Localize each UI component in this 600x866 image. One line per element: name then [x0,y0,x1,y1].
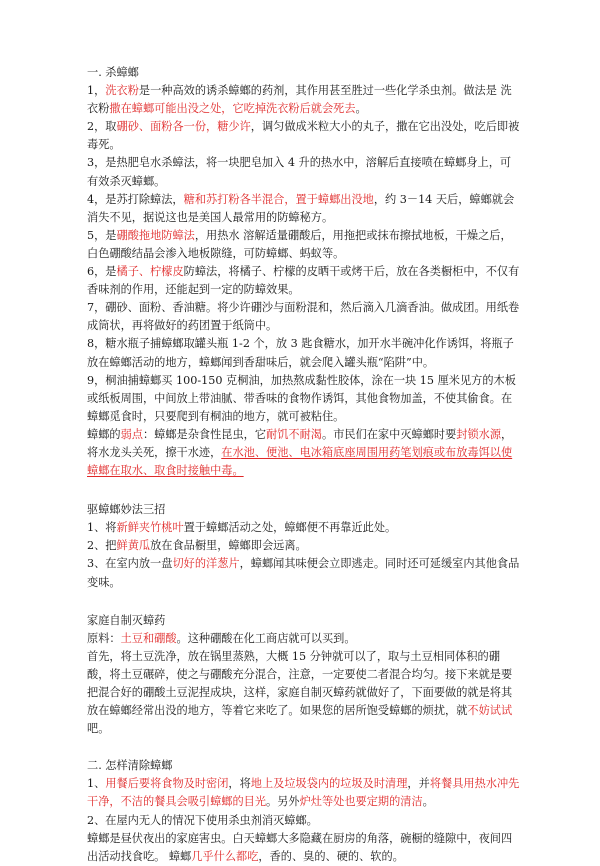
highlight-text: 几乎什么都吃 [191,849,259,863]
highlight-text: 鲜黄瓜 [116,539,151,553]
text-segment: 置于蟑螂活动之处，蟑螂便不再靠近此处。 [183,521,397,535]
repel-item-2 [87,537,522,555]
highlight-text: 橘子、柠檬皮 [116,265,184,279]
text-segment: 是一种高效的诱杀蟑螂的药剂，其作用甚至胜过一些化学杀虫剂。做法是 洗衣粉 [87,84,512,116]
text-segment: 。 [422,795,434,809]
paragraph-8: 8，糖水瓶子捕蟑螂取罐头瓶 1-2 个，放 3 匙食糖水，加开水半碗冲化作诱饵，将瓶子放在蟑螂活动的地方，蟑螂闻到香甜味后，就会爬入罐头瓶“陷阱”中。 [87,337,514,369]
text-segment: ，香的、臭的、硬的、软的。 [258,849,404,863]
text-segment: 吧。 [87,722,110,736]
text-segment: 首先，将土豆洗净，放在锅里蒸熟，大概 15 分钟就可以了，取与土豆相同体积的硼酸，将土豆碾碎，使之与硼酸充分混合，注意，一定要使二者混合均匀。接下来就是要把混合好的硼酸土豆泥捏成块，这样，家庭自制灭蟑药就做好了，下面要做的就是将其放在蟑螂经常出没的地方，等着它来吃了。如果您的居所饱受蟑螂的烦扰，就 [87,649,513,718]
text-segment: 5，是 [87,228,117,242]
text-segment: 。另外 [266,795,300,809]
text-segment: 1、将 [87,521,117,535]
text-segment: 3、在室内放一盘 [87,557,173,571]
document-body [87,64,522,866]
paragraph-3: 3，是热肥皂水杀蟑法，将一块肥皂加入 4 升的热水中，溶解后直接喷在蟑螂身上，可有效杀灭蟑螂。 [87,156,512,188]
text-segment: 2、把 [87,539,117,553]
highlight-text: 土豆和硼酸 [120,631,177,645]
spacer [87,480,522,501]
highlight-text: 洗衣粉 [105,84,139,98]
text-segment: 。市民们在家中灭蟑螂时要 [322,427,457,441]
text-segment: 。 [355,102,367,116]
paragraph-weakness [87,426,522,480]
homemade-steps [87,648,522,738]
highlight-text: 将餐具用热水冲先干净，不洁的餐具会吸引蟑螂的目光 [87,777,520,809]
highlight-text: 地上及垃圾袋内的垃圾及时清理 [250,777,408,791]
underlined-highlight-text: 在水池、便池、电冰箱底座周围用药笔划痕或布放毒饵以使蟑螂在取水、取食时接触中毒。 [87,445,513,478]
text-segment: 蟑螂是昼伏夜出的家庭害虫。白天蟑螂大多隐藏在厨房的角落，碗橱的缝隙中，夜间四出活动找食吃。 蟑螂 [87,831,513,863]
text-segment: 。这种硼酸在化工商店就可以买到。 [176,631,356,645]
spacer [87,738,522,757]
repel-item-1 [87,519,522,537]
paragraph-2 [87,118,522,154]
text-segment: 放在食品橱里，蟑螂即会远离。 [150,539,307,553]
text-segment: 1、 [87,777,106,791]
highlight-text: 撒在蟑螂可能出没之处，它吃掉洗衣粉后就会死去 [109,102,356,116]
text-segment: 4，是苏打除蟑法， [87,192,184,206]
text-segment: 2，取 [87,120,117,134]
text-segment: ，将 [228,777,251,791]
highlight-text: 硼酸拖地防蟑法 [116,228,195,242]
highlight-text: 用餐后要将食物及时密闭 [105,777,229,791]
highlight-text: 硼砂、面粉各一份，糖少许 [116,120,251,134]
text-segment: 蟑螂的 [87,427,121,441]
homemade-ingredients [87,630,522,648]
text-segment: ：蟑螂是杂食性昆虫，它 [142,427,267,441]
highlight-text: 切好的洋葱片 [172,557,240,571]
text-segment: 防蟑法，将橘子、柠檬的皮晒干或烤干后，放在各类橱柜中，不仅有香味剂的作用，还能起到一定的防蟑效果。 [87,265,520,297]
spacer [87,592,522,612]
paragraph-5 [87,227,522,263]
highlight-text: 炉灶等处也要定期的清洁 [299,795,423,809]
text-segment: ，蟑螂闻其味便会立即逃走。同时还可延缓室内其他食品变味。 [87,557,520,589]
paragraph-6 [87,263,522,299]
highlight-text: 新鲜夹竹桃叶 [116,521,184,535]
remove-item-1 [87,775,522,811]
section-title-remove: 二. 怎样清除蟑螂 [87,759,173,773]
paragraph-4 [87,191,522,227]
text-segment: ，约 3－14 天后，蟑螂就会消失不见，据说这也是美国人最常用的防蟑秘方。 [87,192,515,224]
text-segment: ，将水龙头关死，擦干水迹， [87,427,513,459]
text-segment: ，调匀做成米粒大小的丸子，撒在它出没处，吃后即被毒死。 [87,120,520,152]
paragraph-9: 9，桐油捕蟑螂买 100-150 克桐油，加热熬成黏性胶体，涂在一块 15 厘米见方的木板或纸板周围，中间放上带油腻、带香味的食物作诱饵，其他食物加盖，不使其偷食。在蟑螂觅食时，只要爬到有桐油的地方，就可被粘住。 [87,373,516,423]
highlight-text: 糖和苏打粉各半混合，置于蟑螂出没地 [183,192,374,206]
section-title-homemade: 家庭自制灭蟑药 [87,613,166,627]
highlight-text: 耐饥不耐渴 [266,427,322,441]
highlight-text: 封锁水源 [456,427,502,441]
remove-habits [87,830,522,866]
section-title-repel: 驱蟑螂妙法三招 [87,503,166,517]
text-segment: ，用热水 溶解适量硼酸后，用拖把或抹布擦拭地板，干燥之后，白色硼酸结晶会渗入地板隙缝，可防蟑螂、蚂蚁等。 [87,228,512,260]
text-segment: ，并 [407,777,430,791]
section-title-kill-cockroach: 一. 杀蟑螂 [87,66,139,79]
text-segment: 6，是 [87,265,117,279]
paragraph-1 [87,82,522,118]
highlight-text: 不妨试试 [467,704,513,718]
paragraph-7: 7，硼砂、面粉、香油糖。将少许硼沙与面粉混和，然后滴入几滴香油。做成团。用纸卷成筒状，再将做好的药团置于纸筒中。 [87,301,520,333]
repel-item-3 [87,555,522,591]
text-segment: 原料： [87,631,121,645]
remove-item-2: 2、在屋内无人的情况下使用杀虫剂消灭蟑螂。 [87,813,318,827]
highlight-text: 弱点 [120,427,143,441]
text-segment: 1， [87,84,106,98]
